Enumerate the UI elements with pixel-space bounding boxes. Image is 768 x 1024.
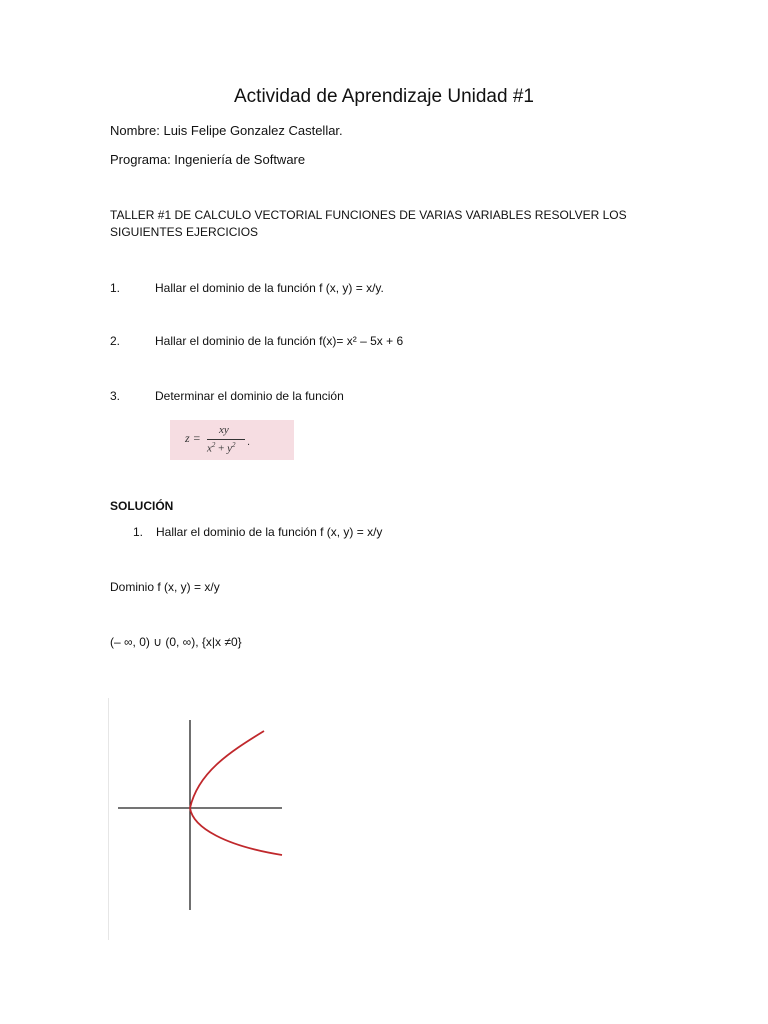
workshop-heading	[110, 207, 630, 241]
exercise-1-number: 1.	[110, 281, 121, 295]
parabola-graph	[108, 698, 298, 944]
solution-item-number: 1.	[133, 525, 144, 539]
exercise-2-text: Hallar el dominio de la función f(x)= x² – 5x + 6	[155, 334, 404, 348]
formula-lhs: z =	[185, 431, 201, 445]
parabola-curve	[190, 731, 282, 855]
domain-line: Dominio f (x, y) = x/y	[110, 580, 220, 594]
solution-item-text: Hallar el dominio de la función f (x, y) = x/y	[156, 525, 383, 539]
exercise-3-text: Determinar el dominio de la función	[155, 389, 344, 403]
program-name: Programa: Ingeniería de Software	[110, 152, 306, 167]
solution-heading: SOLUCIÓN	[110, 499, 174, 513]
document-title: Actividad de Aprendizaje Unidad #1	[234, 86, 534, 107]
exercise-2-number: 2.	[110, 334, 121, 348]
workshop-heading-line1: TALLER #1 DE CALCULO VECTORIAL FUNCIONES DE VARIAS VARIABLES RESOLVER LOS	[110, 208, 627, 222]
workshop-heading-line2: SIGUIENTES EJERCICIOS	[110, 225, 259, 239]
formula-fraction-bar	[207, 439, 245, 440]
student-name: Nombre: Luis Felipe Gonzalez Castellar.	[110, 123, 343, 138]
formula-numerator: xy	[219, 424, 229, 436]
formula-denominator: $x^2 + y^2$	[207, 441, 236, 455]
formula-image	[170, 420, 294, 460]
exercise-1-text: Hallar el dominio de la función f (x, y) = x/y.	[155, 281, 384, 295]
formula-period: .	[247, 436, 251, 448]
interval-line: (– ∞, 0) ∪ (0, ∞), {x|x ≠0}	[110, 635, 242, 649]
exercise-3-number: 3.	[110, 389, 121, 403]
